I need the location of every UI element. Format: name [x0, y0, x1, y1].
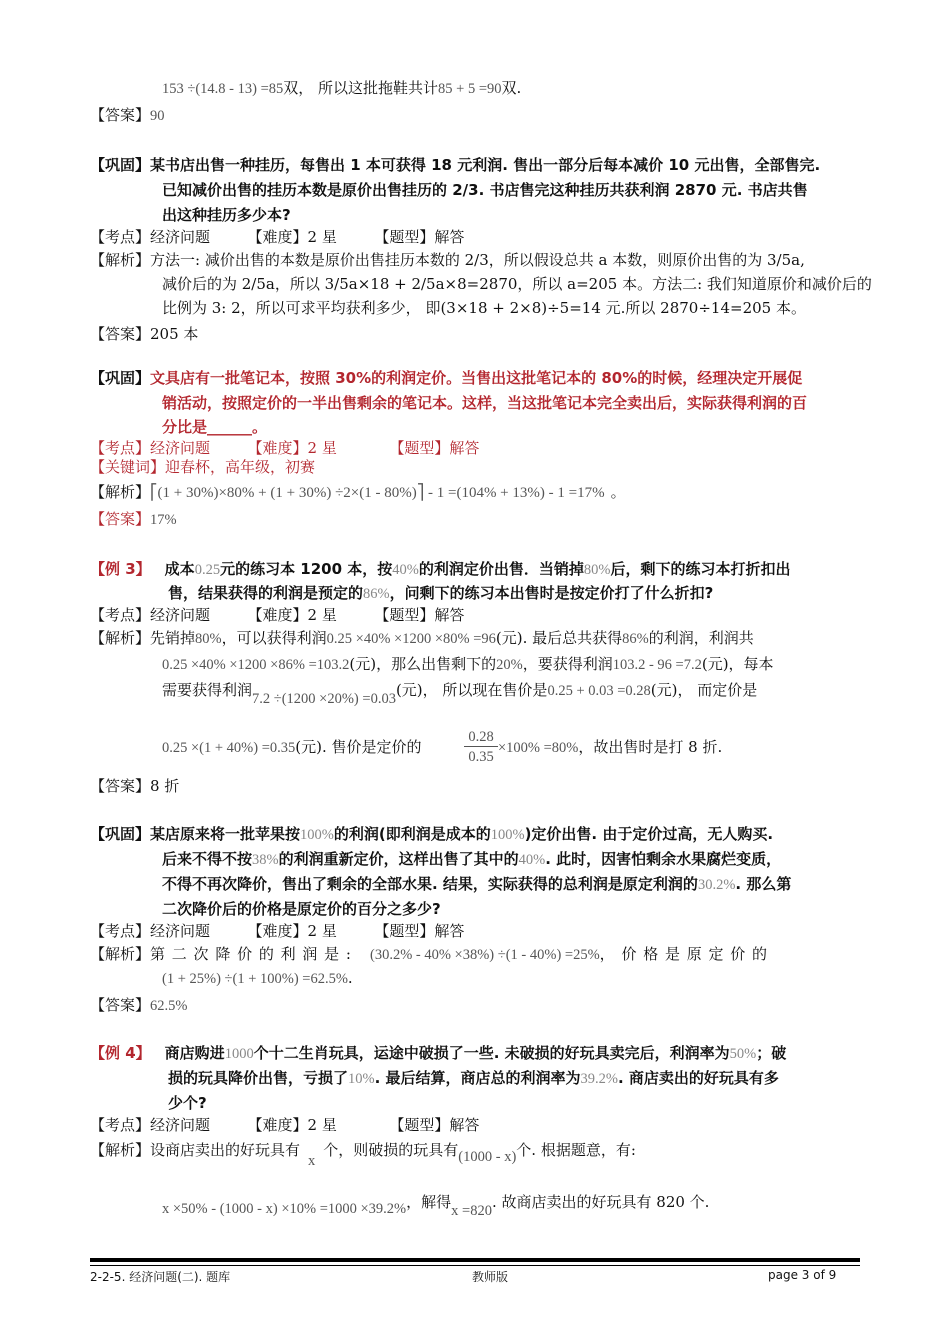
example4-r1c: 个. 根据题意，有: — [516, 1141, 636, 1159]
example4-r2m2: x =820 — [451, 1203, 492, 1219]
example3-text1c: 的利润定价出售．当销掉 — [418, 560, 584, 578]
example3-analysis-tag: 【解析】 — [90, 629, 151, 647]
example3-r1d: 的利润，利润共 — [648, 629, 754, 647]
problem3-r1m: (30.2% - 40% ×38%) ÷(1 - 40%) =25% — [369, 947, 600, 963]
problem3-meta: 【考点】经济问题 【难度】2 星 【题型】解答 — [90, 922, 465, 940]
example3-r4b: ，故出售时是打 8 折. — [578, 738, 723, 756]
example4-l1m2: 50% — [729, 1046, 757, 1062]
example4-tag: 【例 4】 — [90, 1044, 151, 1062]
problem2-formula: ⎡(1 + 30%)×80% + (1 + 30%) ÷2×(1 - 80%)⎤ - 1 =(104% + 13%) - 1 =17% — [150, 485, 605, 501]
problem2-line1 — [90, 368, 802, 388]
problem1-analysis-2: 减价后的为 2/5a，所以 3/5a×18 + 2/5a×8=2870，所以 a=205 本。方法二: 我们知道原价和减价后的 — [162, 275, 872, 293]
problem1-analysis-3: 比例为 3: 2，所以可求平均获利多少， 即(3×18 + 2×8)÷5=14 元.所以 2870÷14=205 本。 — [162, 299, 806, 317]
example3-r1b: ，可以获得利润 — [221, 629, 327, 647]
example3-text1d: 后，剩下的练习本打折扣出 — [610, 560, 791, 578]
answer-line — [90, 105, 165, 126]
problem1-meta: 【考点】经济问题 【难度】2 星 【题型】解答 — [90, 228, 465, 246]
example3-text1a: 成本 — [164, 560, 195, 578]
problem3-l2m2: 40% — [518, 852, 546, 868]
problem1-answer — [90, 324, 198, 344]
problem3-l3m1: 30.2% — [697, 877, 736, 893]
example3-text2b: ，问剩下的练习本出售时是按定价打了什么折扣? — [389, 584, 714, 602]
problem3-line3 — [162, 874, 791, 895]
example3-analysis-2 — [162, 654, 774, 675]
problem3-l2m1: 38% — [252, 852, 279, 868]
problem2-formula-end: 。 — [610, 483, 626, 501]
problem1-text1: 某书店出售一种挂历，每售出 1 本可获得 18 元利润. 售出一部分后每本减价 10 元出售，全部售完. — [150, 156, 821, 174]
example3-r1c: (元). 最后总共获得 — [495, 629, 623, 647]
example3-analysis-3 — [162, 680, 758, 707]
example3-r1a: 先销掉 — [150, 629, 196, 647]
example3-r2c: (元)，每本 — [701, 655, 774, 673]
example3-fraction — [464, 728, 498, 767]
problem2-line3: 分比是______。 — [162, 418, 268, 436]
problem3-r1b: ， 价 格 是 原 定 价 的 — [599, 945, 769, 963]
fraction-numerator: 0.28 — [464, 728, 498, 747]
problem3-line1 — [90, 824, 773, 845]
problem1-line1 — [90, 155, 820, 175]
problem3-tag: 【巩固】 — [90, 825, 151, 843]
problem1-analysis-text1: 方法一: 减价出售的本数是原价出售挂历本数的 2/3，所以假设总共 a 本数，则原价出售的为 3/5a, — [150, 251, 805, 269]
problem3-l1a: 某店原来将一批苹果按 — [150, 825, 301, 843]
calc-tail: 双. — [501, 79, 522, 97]
problem1-line2: 已知减价出售的挂历本数是原价出售挂历的 2/3. 书店售完这种挂历共获利润 2870 元. 书店共售 — [162, 181, 808, 199]
example3-r3b: (元)， 所以现在售价是 — [395, 681, 548, 699]
problem1-analysis-1 — [90, 250, 805, 270]
answer-tag: 【答案】 — [90, 106, 151, 124]
problem3-l1c: )定价出售. 由于定价过高，无人购买. — [524, 825, 774, 843]
example3-answer-value: 8 折 — [150, 777, 180, 795]
problem3-l3a: 不得不再次降价，售出了剩余的全部水果. 结果，实际获得的总利润是原定利润的 — [162, 875, 698, 893]
problem3-analysis-tag: 【解析】 — [90, 945, 151, 963]
problem2-keywords: 【关键词】迎春杯，高年级，初赛 — [90, 458, 316, 476]
problem1-analysis-tag: 【解析】 — [90, 251, 151, 269]
example4-analysis-1 — [90, 1140, 636, 1169]
example4-line2 — [168, 1068, 779, 1089]
problem3-l2c: . 此时，因害怕剩余水果腐烂变质， — [545, 850, 782, 868]
example4-r1b: 个，则破损的玩具有 — [323, 1141, 459, 1159]
problem2-answer — [90, 509, 177, 530]
problem3-r2b: . — [347, 969, 353, 987]
example4-analysis-tag: 【解析】 — [90, 1141, 151, 1159]
example3-line2 — [168, 583, 713, 604]
example3-r4m1: 0.25 ×(1 + 40%) =0.35 — [162, 740, 296, 756]
example3-r1m2: 0.25 ×40% ×1200 ×80% =96 — [326, 631, 496, 647]
example3-math1: 0.25 — [194, 562, 221, 578]
example4-l2m1: 10% — [348, 1071, 375, 1087]
problem2-answer-value: 17% — [150, 512, 177, 528]
problem2-line2: 销活动，按照定价的一半出售剩余的笔记本。这样，当这批笔记本完全卖出后，实际获得利润的百 — [162, 394, 808, 412]
calc-math: 153 ÷(14.8 - 13) =85 — [162, 81, 284, 97]
problem3-l1m2: 100% — [490, 827, 525, 843]
example3-r3a: 需要获得利润 — [162, 681, 253, 699]
example3-r4m2: ×100% =80% — [498, 740, 579, 756]
problem2-tag: 【巩固】 — [90, 369, 151, 387]
example3-line1 — [90, 559, 790, 580]
problem1-answer-value: 205 本 — [150, 325, 199, 343]
problem3-line2 — [162, 849, 781, 870]
problem3-analysis-2 — [162, 968, 353, 989]
example3-text1b: 元的练习本 1200 本，按 — [220, 560, 393, 578]
problem3-l1m1: 100% — [300, 827, 334, 843]
example4-l2a: 损的玩具降价出售，亏损了 — [168, 1069, 349, 1087]
footer-right: page 3 of 9 — [768, 1268, 837, 1282]
calc-text: 双， 所以这批拖鞋共计 — [283, 79, 439, 97]
calc-line — [162, 78, 521, 99]
example4-l1c: ；破 — [756, 1044, 787, 1062]
example3-r4a: (元). 售价是定价的 — [295, 738, 422, 756]
problem3-r2m: (1 + 25%) ÷(1 + 100%) =62.5% — [162, 971, 348, 987]
example3-math3: 80% — [583, 562, 611, 578]
calc-math-2: 85 + 5 =90 — [438, 81, 502, 97]
footer-left: 2-2-5. 经济问题(二). 题库 — [90, 1270, 231, 1284]
example3-math4: 86% — [363, 586, 390, 602]
example3-text2a: 售，结果获得的利润是预定的 — [168, 584, 364, 602]
problem3-line4: 二次降价后的价格是原定价的百分之多少? — [162, 900, 441, 918]
problem3-answer-tag: 【答案】 — [90, 996, 151, 1014]
problem3-r1a: 第 二 次 降 价 的 利 润 是 : — [150, 945, 352, 963]
answer-value: 90 — [150, 108, 165, 124]
example3-r2m1: 0.25 ×40% ×1200 ×86% =103.2 — [162, 657, 350, 673]
example3-r3c: (元)， 而定价是 — [650, 681, 758, 699]
example3-answer — [90, 776, 179, 796]
footer-rule-thin — [90, 1265, 860, 1266]
problem3-l2a: 后来不得不按 — [162, 850, 253, 868]
problem3-analysis-1 — [90, 944, 768, 965]
problem2-analysis — [90, 482, 626, 503]
example3-r2b: ，要获得利润 — [522, 655, 613, 673]
example4-l2m2: 39.2% — [580, 1071, 618, 1087]
example3-answer-tag: 【答案】 — [90, 777, 151, 795]
example4-r1a: 设商店卖出的好玩具有 — [150, 1141, 301, 1159]
example3-r1m1: 80% — [195, 631, 222, 647]
example3-tag: 【例 3】 — [90, 560, 151, 578]
problem1-answer-tag: 【答案】 — [90, 325, 151, 343]
example3-r3m2: 0.25 + 0.03 =0.28 — [547, 683, 651, 699]
example4-l1b: 个十二生肖玩具，运途中破损了一些. 未破损的好玩具卖完后，利润率为 — [253, 1044, 730, 1062]
example4-l2b: . 最后结算，商店总的利润率为 — [374, 1069, 581, 1087]
example3-analysis-4a — [162, 737, 422, 758]
example3-r1m3: 86% — [622, 631, 649, 647]
problem1-line3: 出这种挂历多少本? — [162, 206, 291, 224]
problem2-meta: 【考点】经济问题 【难度】2 星 【题型】解答 — [90, 439, 480, 457]
problem2-answer-tag: 【答案】 — [90, 510, 151, 528]
example4-line3: 少个? — [168, 1094, 207, 1112]
footer-center: 教师版 — [472, 1270, 509, 1284]
example3-analysis-4b — [498, 737, 722, 758]
example3-r2a: (元)，那么出售剩下的 — [349, 655, 497, 673]
problem3-answer — [90, 995, 187, 1016]
problem3-l2b: 的利润重新定价，这样出售了其中的 — [278, 850, 519, 868]
example3-analysis-1 — [90, 628, 754, 649]
problem3-l1b: 的利润(即利润是成本的 — [333, 825, 491, 843]
example4-r2m1: x ×50% - (1000 - x) ×10% =1000 ×39.2% — [162, 1201, 407, 1217]
fraction-denominator: 0.35 — [468, 749, 494, 765]
example4-meta: 【考点】经济问题 【难度】2 星 【题型】解答 — [90, 1116, 480, 1134]
problem3-l3b: . 那么第 — [735, 875, 792, 893]
example3-r3m1: 7.2 ÷(1200 ×20%) =0.03 — [252, 691, 396, 707]
example4-r1m2: (1000 - x) — [458, 1149, 517, 1165]
example3-r2m3: 103.2 - 96 =7.2 — [612, 657, 702, 673]
example4-r2b: . 故商店卖出的好玩具有 820 个. — [491, 1193, 710, 1211]
footer-rule-thick — [90, 1258, 860, 1262]
example4-r1m1: x — [308, 1153, 316, 1169]
example4-l1a: 商店购进 — [164, 1044, 225, 1062]
example4-line1 — [90, 1043, 786, 1064]
problem1-tag: 【巩固】 — [90, 156, 151, 174]
problem3-answer-value: 62.5% — [150, 998, 188, 1014]
example4-r2a: ，解得 — [406, 1193, 452, 1211]
example3-math2: 40% — [392, 562, 419, 578]
example3-meta: 【考点】经济问题 【难度】2 星 【题型】解答 — [90, 606, 465, 624]
problem2-analysis-tag: 【解析】 — [90, 483, 151, 501]
example4-l1m1: 1000 — [224, 1046, 254, 1062]
example4-l2c: . 商店卖出的好玩具有多 — [618, 1069, 779, 1087]
example3-r2m2: 20% — [496, 657, 523, 673]
example4-analysis-2 — [162, 1192, 710, 1219]
problem2-text1: 文具店有一批笔记本，按照 30%的利润定价。当售出这批笔记本的 80%的时候，经理决定开展促 — [150, 369, 803, 387]
